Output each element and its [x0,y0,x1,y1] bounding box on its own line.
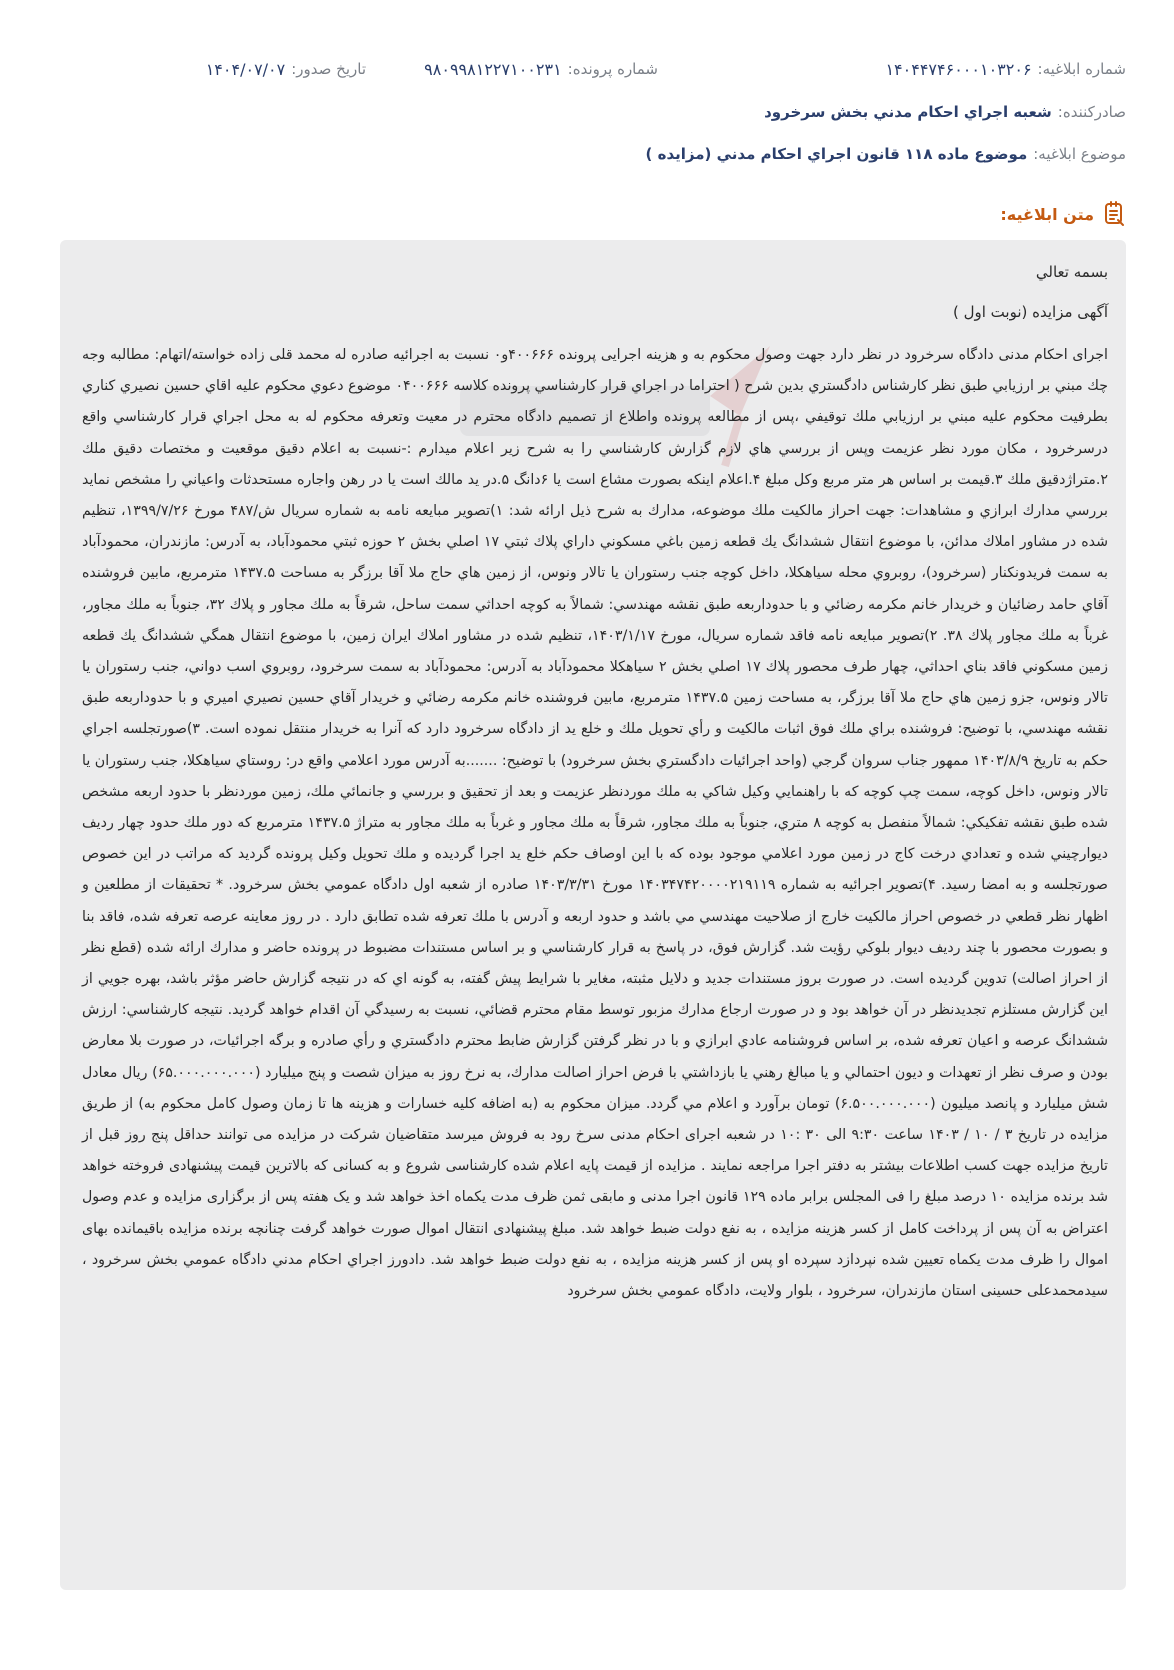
notice-text-box [60,240,1126,1590]
issue-date [206,60,366,79]
subject [646,145,1126,163]
issuer-value: شعبه اجراي احکام مدني بخش سرخرود [764,103,1052,121]
subject-label: موضوع ابلاغيه: [1033,145,1126,163]
salutation: بسمه تعالي [1035,263,1108,281]
issuer [764,103,1126,121]
issue-date-label: تاريخ صدور: [291,60,366,78]
header-row-subject [48,141,1126,167]
issuer-label: صادرکننده: [1057,103,1126,121]
notice-number [885,60,1126,79]
notice-text-title: متن ابلاغيه: [1000,204,1094,224]
notice-text-heading [1000,200,1126,228]
notice-number-label: شماره ابلاغيه: [1037,60,1126,78]
header-row-numbers [48,56,1126,82]
case-number-value: ۹۸۰۹۹۸۱۲۲۷۱۰۰۲۳۱ [424,59,562,79]
case-number [424,60,658,79]
notice-number-value: ۱۴۰۴۴۷۴۶۰۰۰۱۰۳۲۰۶ [885,59,1032,79]
case-number-label: شماره پرونده: [567,60,658,78]
document-icon [1102,201,1126,227]
issue-date-value: ۱۴۰۴/۰۷/۰۷ [205,59,286,79]
header-row-issuer [48,99,1126,125]
notice-body: اجرای احکام مدنی دادگاه سرخرود در نظر دارد جهت وصول محکوم به و هزینه اجرایی پرونده ۴۰۰۶۶۶و۰ نسبت به اجرائیه صادره له محمد قلی زاده خواسته/اتهام: مطالبه وجه چك مبني بر ارزيابي طبق نظر كارشناس دادگستري بدين شرح ( احتراما در اجراي قرار كارشناسي پرونده كلاسه ۰۴۰۰۶۶۶ موضوع دعوي محكوم عليه اقاي حسين نصيري كناري بطرفيت محكوم عليه مبني بر ارزيابي ملك توقيفي ،پس از مطالعه پرونده واطلاع از تصميم دادگاه محترم در معيت وتعرفه محكوم له به محل اجراي قرار كارشناسي واقع درسرخرود ، مكان مورد نظر عزيمت وپس از بررسي هاي لازم گزارش كارشناسي را به شرح زير اعلام ميدارم :-نسبت به اعلام دقيق موقعيت و مختصات دقيق ملك ۲.متراژدقيق ملك ۳.قيمت بر اساس هر متر مربع وكل مبلغ ۴.اعلام اينكه بصورت مشاع است يا ۶دانگ ۵.در يد مالك است يا در رهن واجاره مستحدثات واعياني را مشخص نمايد بررسي مدارك ابرازي و مشاهدات: جهت احراز مالکيت ملك موضوعه، مدارك به شرح ذيل ارائه شد: ۱)تصوير مبايعه نامه به شماره سريال ش/۴۸۷ مورخ ۱۳۹۹/۷/۲۶، تنظيم شده در مشاور املاك مدائن، با موضوع انتقال ششدانگ يك قطعه زمين باغي مسكوني داراي پلاك ثبتي ۱۷ اصلي بخش ۲ حوزه ثبتي محمودآباد، به آدرس: مازندران، محمودآباد به سمت فريدونكنار (سرخرود)، روبروي محله سياهكلا، داخل كوچه جنب رستوران يا تالار ونوس، از زمين هاي حاج ملا آقا برزگر به مساحت ۱۴۳۷.۵ مترمربع، مابين فروشنده آقاي حامد رضائيان و خريدار خانم مكرمه رضائي و با حدوداربعه طبق نقشه مهندسي: شمالاً به كوچه احداثي سمت ساحل، شرقاً به ملك مجاور و پلاك ۳۲، جنوباً به ملك مجاور، غرباً به ملك مجاور پلاك ۳۸. ۲)تصوير مبايعه نامه فاقد شماره سريال، مورخ ۱۴۰۳/۱/۱۷، تنظيم شده در مشاور املاك ايران زمين، با موضوع انتقال همگي ششدانگ يك قطعه زمين مسكوني فاقد بناي احداثي، چهار طرف محصور پلاك ۱۷ اصلي بخش ۲ سياهكلا محمودآباد به آدرس: محمودآباد به سمت سرخرود، روبروي اسب دواني، جنب رستوران يا تالار ونوس، جزو زمين هاي حاج ملا آقا برزگر، به مساحت زمين ۱۴۳۷.۵ مترمربع، مابين فروشنده خانم مكرمه رضائي و خريدار آقاي حسين نصيري اميري و با حدوداربعه طبق نقشه مهندسي، با توضيح: فروشنده براي ملك فوق اثبات مالكيت و رأي تحويل ملك و خلع يد از دادگاه سرخرود دارد كه آنرا به خريدار منتقل نموده است. ۳)صورتجلسه اجراي حكم به تاريخ ۱۴۰۳/۸/۹ ممهور جناب سروان گرجي (واحد اجرائيات دادگستري بخش سرخرود) با توضيح: .......به آدرس مورد اعلامي واقع در: روستاي سياهكلا، جنب رستوران يا تالار ونوس، داخل كوچه، سمت چپ كوچه كه با راهنمايي وكيل شاكي به ملك موردنظر عزيمت و بعد از تحقيق و بررسي و جانمائي ملك، زمين موردنظر با حدود اربعه مشخص شده طبق نقشه تفكيكي: شمالاً منفصل به كوچه ۸ متري، جنوباً به ملك مجاور، شرقاً به ملك مجاور و غرباً به ملك مجاور به متراژ ۱۴۳۷.۵ مترمربع كه دور ملك حدود چهار رديف ديوارچيني شده و تعدادي درخت كاج در زمين مورد اعلامي موجود بوده كه با اين اوصاف حكم خلع يد اجرا گرديده و ملك تحويل وكيل پرونده گرديد كه مراتب در اين خصوص صورتجلسه و به امضا رسيد. ۴)تصوير اجرائيه به شماره ۱۴۰۳۴۷۴۲۰۰۰۰۲۱۹۱۱۹ مورخ ۱۴۰۳/۳/۳۱ صادره از شعبه اول دادگاه عمومي بخش سرخرود. * تحقيقات از مطلعين و اظهار نظر قطعي در خصوص احراز مالكيت خارج از صلاحيت مهندسي مي باشد و حدود اربعه و آدرس با ملك تعرفه شده تطابق دارد . در روز معاينه عرصه تعرفه شده، فاقد بنا و بصورت محصور با چند رديف ديوار بلوكي رؤيت شد. گزارش فوق، در پاسخ به قرار كارشناسي و بر اساس مستندات مضبوط در پرونده حاضر و مدارك ارائه شده (قطع نظر از احراز اصالت) تدوين گرديده است. در صورت بروز مستندات جديد و دلايل مثبته، مغاير با شرايط پيش گفته، به گونه اي كه در نتيجه گزارش حاضر مؤثر باشد، بهره جويي از اين گزارش مستلزم تجديدنظر در آن خواهد بود و در صورت ارجاع مدارك مزبور توسط مقام محترم قضائي، نسبت به رسيدگي آن اقدام خواهد گرديد. نتيجه كارشناسي: ارزش ششدانگ عرصه و اعيان تعرفه شده، بر اساس فروشنامه عادي ابرازي و با در نظر گرفتن گزارش ضابط محترم دادگستري و رأي صادره و برگه اجرائيات، در صورت بلا معارض بودن و صرف نظر از تعهدات و ديون احتمالي و يا مبالغ رهني يا بازداشتي با فرض احراز اصالت مدارك، به نرخ روز به ميزان شصت و پنج ميليارد (۶۵.۰۰۰.۰۰۰.۰۰۰) ريال معادل شش ميليارد و پانصد ميليون (۶.۵۰۰.۰۰۰.۰۰۰) تومان برآورد و اعلام مي گردد. ميزان محکوم به (به اضافه کليه خسارات و هزينه ها تا زمان وصول کامل محکوم به) از طريق مزايده در تاريخ ۳ / ۱۰ / ۱۴۰۳ ساعت ۹:۳۰ الی ۳۰ :۱۰ در شعبه اجرای احکام مدنی سرخ رود به فروش میرسد متقاضیان شرکت در مزایده می توانند حداقل پنج روز قبل از تاریخ مزایده جهت کسب اطلاعات بیشتر به دفتر اجرا مراجعه نمایند . مزایده از قیمت پایه اعلام شده کارشناسی شروع و به کسانی که بالاترین قیمت پیشنهادی فروخته خواهد شد برنده مزایده ۱۰ درصد مبلغ را فی المجلس برابر ماده ۱۲۹ قانون اجرا مدنی و مابقی ثمن ظرف مدت یکماه اخذ خواهد شد و یک هفته پس از برگزاری مزایده و عدم وصول اعتراض به آن پس از پرداخت کامل از کسر هزینه مزایده ، به نفع دولت ضبط خواهد شد. مبلغ پیشنهادی انتقال اموال صورت خواهد گرفت چنانچه برنده مزایده باقیمانده بهای اموال را ظرف مدت یکماه تعیین شده نپردازد سپرده او پس از کسر هزینه مزایده ، به نفع دولت ضبط خواهد شد. دادورز اجراي احكام مدني دادگاه عمومي بخش سرخرود ، سيدمحمدعلی حسينی استان مازندران، سرخرود ، بلوار ولايت، دادگاه عمومي بخش سرخرود [82,347,1109,1300]
subject-value: موضوع ماده ۱۱۸ قانون اجراي احکام مدني (مزايده ) [645,145,1028,163]
auction-title: آگهی مزایده (نوبت اول ) [952,303,1108,321]
